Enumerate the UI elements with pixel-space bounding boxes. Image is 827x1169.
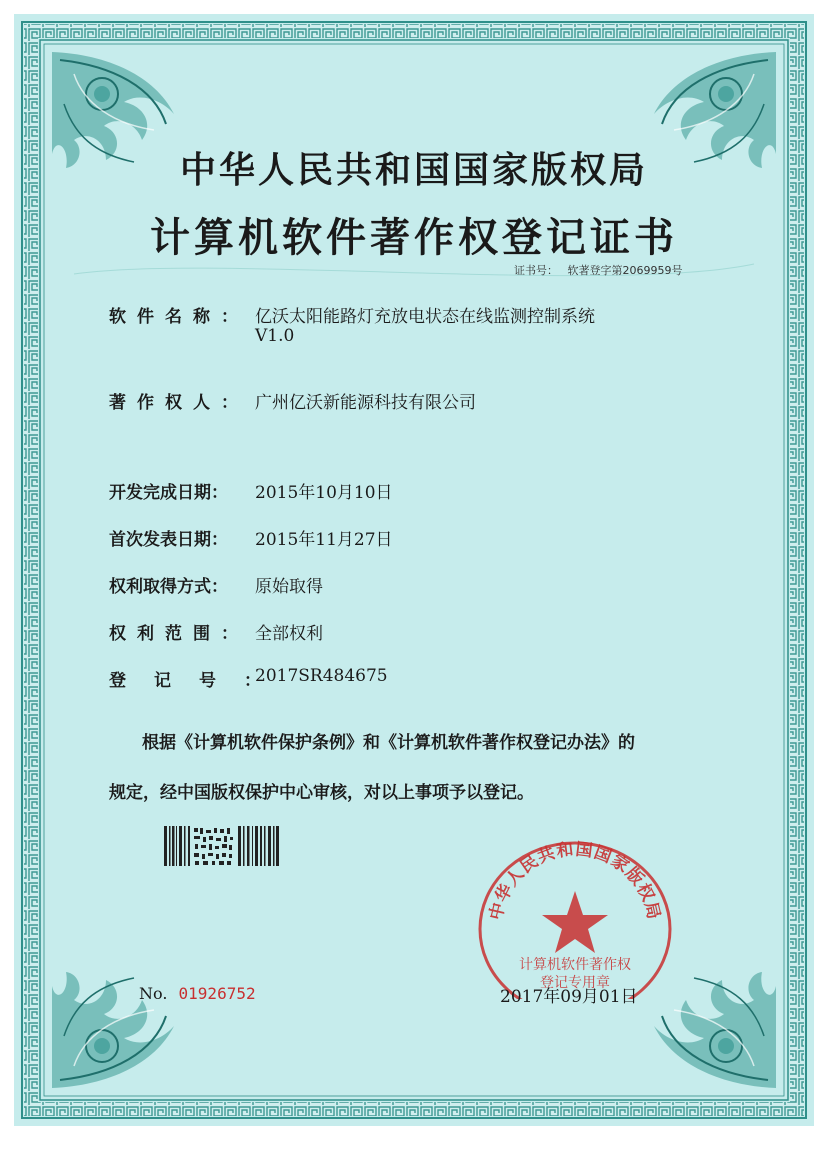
completion-date-value: 2015年10月10日 bbox=[255, 483, 393, 503]
seal-inner-line-1: 计算机软件著作权 bbox=[519, 957, 631, 973]
certificate-number bbox=[514, 262, 683, 278]
certificate-number-label: 证书号： bbox=[514, 264, 558, 277]
registration-number-value: 2017SR484675 bbox=[255, 666, 388, 686]
first-publish-date-value: 2015年11月27日 bbox=[255, 530, 393, 550]
certificate-number-value: 软著登字第2069959号 bbox=[567, 264, 683, 277]
software-version-value: V1.0 bbox=[255, 326, 295, 346]
acquisition-method-value: 原始取得 bbox=[255, 577, 323, 597]
acquisition-method-label: 权利取得方式： bbox=[109, 577, 228, 597]
seal-outer-text: 中华人民共和国国家版权局 bbox=[486, 839, 664, 923]
software-name-value: 亿沃太阳能路灯充放电状态在线监测控制系统 bbox=[255, 307, 595, 327]
rights-scope-label: 权利范围： bbox=[109, 624, 249, 644]
seal-inner-line-2: 登记专用章 bbox=[540, 975, 610, 991]
seal-star-icon bbox=[542, 891, 608, 953]
statement-line-2: 规定，经中国版权保护中心审核，对以上事项予以登记。 bbox=[109, 783, 534, 803]
certificate bbox=[14, 14, 814, 1126]
official-seal bbox=[475, 829, 675, 999]
copyright-owner-value: 广州亿沃新能源科技有限公司 bbox=[255, 393, 476, 413]
issue-date: 2017年09月01日 bbox=[500, 987, 638, 1007]
statement-line-1: 根据《计算机软件保护条例》和《计算机软件著作权登记办法》的 bbox=[142, 733, 635, 753]
serial-number bbox=[139, 984, 256, 1003]
copyright-owner-label: 著作权人： bbox=[109, 393, 249, 413]
serial-prefix: No. bbox=[139, 984, 168, 1003]
rights-scope-value: 全部权利 bbox=[255, 624, 323, 644]
barcode bbox=[164, 826, 279, 866]
first-publish-date-label: 首次发表日期： bbox=[109, 530, 228, 550]
registration-number-label: 登记号： bbox=[109, 671, 289, 691]
serial-value: 01926752 bbox=[178, 984, 256, 1003]
software-name-label: 软件名称： bbox=[109, 307, 249, 327]
issuing-authority-title: 中华人民共和国国家版权局 bbox=[179, 149, 648, 191]
completion-date-label: 开发完成日期： bbox=[109, 483, 228, 503]
certificate-title: 计算机软件著作权登记证书 bbox=[150, 214, 678, 261]
